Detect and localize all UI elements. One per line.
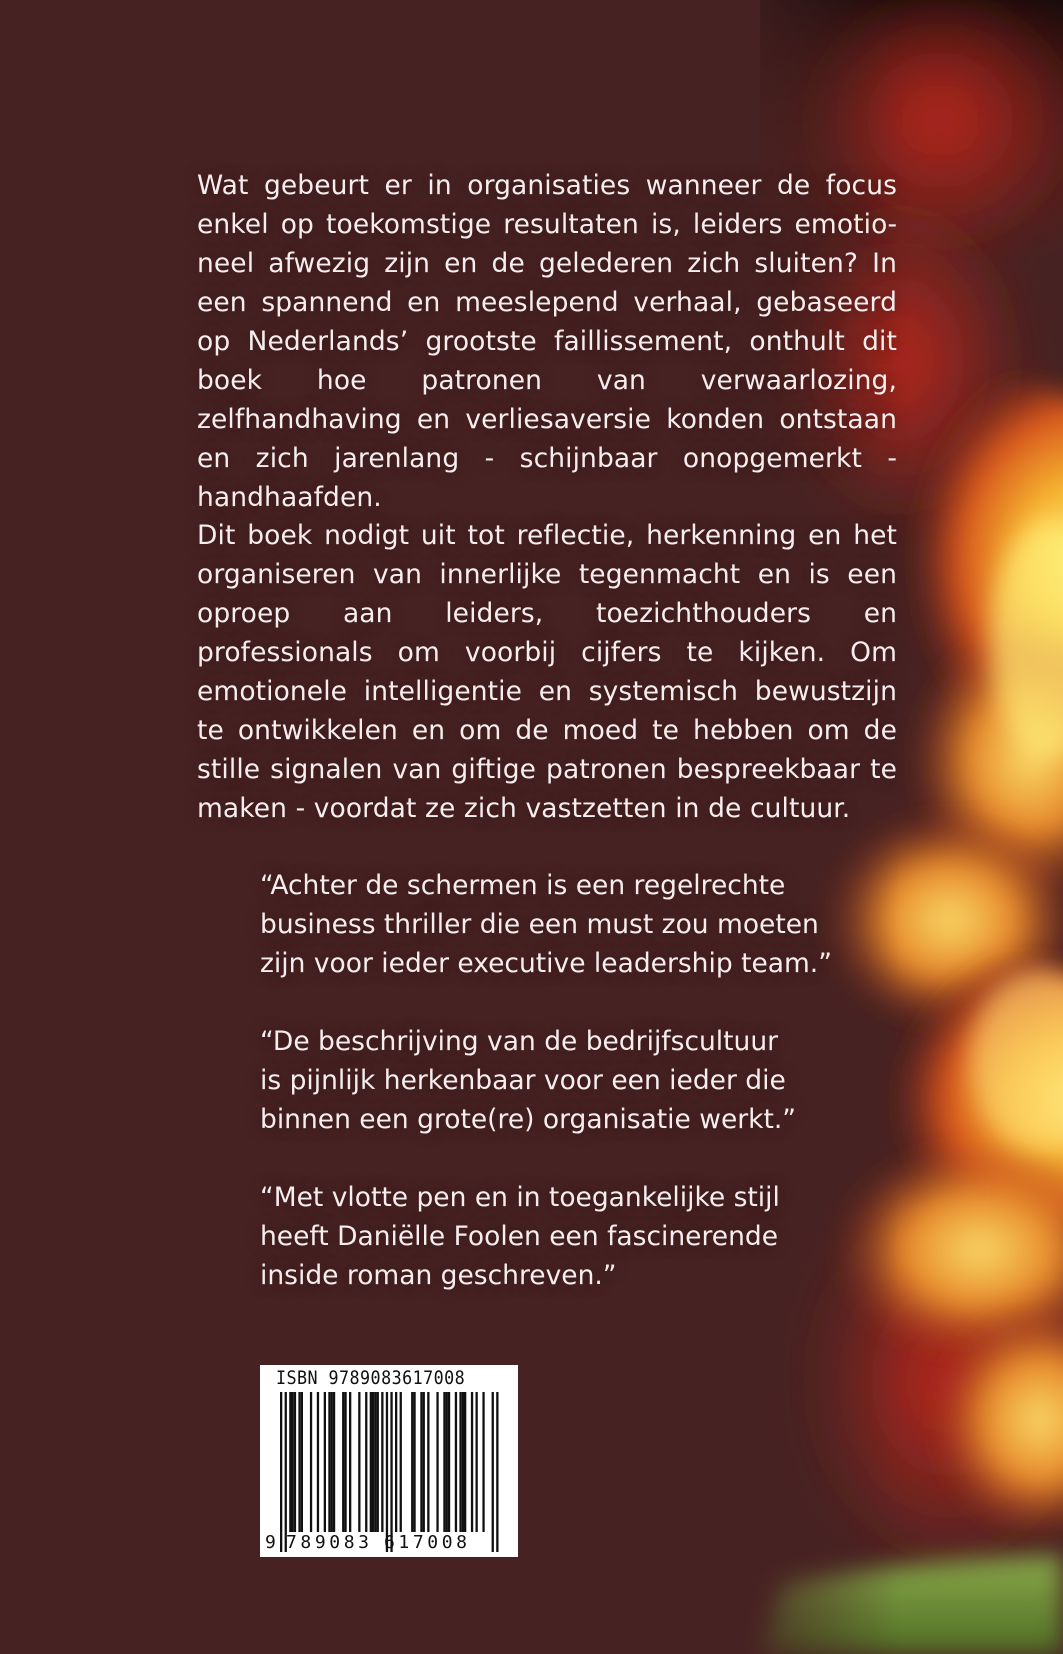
blurb-paragraph-2: Dit boek nodigt uit tot reflectie, herkenning en het organiseren van innerlijke tegenmacht en is een oproep aan leiders, toezichthouders en professionals om voorbij cijfers te kijken. Om emotionele intelligentie en systemisch bewustzijn te ontwikkelen en om de moed te hebben om de stille signalen van giftige patronen bespreekbaar te maken - voordat ze zich vastzetten in de cultuur.: [197, 520, 897, 824]
barcode-bar: [377, 1392, 379, 1532]
barcode-bars: [260, 1365, 518, 1557]
barcode-bar: [386, 1392, 388, 1552]
barcode-digits-right: 617008: [384, 1532, 471, 1553]
barcode-bar: [280, 1392, 282, 1552]
barcode-bar: [476, 1392, 478, 1532]
barcode-bar: [349, 1392, 351, 1532]
barcode-bar: [413, 1392, 415, 1532]
isbn-barcode: [260, 1365, 518, 1557]
barcode-bar: [411, 1392, 413, 1532]
barcode-bar: [423, 1392, 425, 1532]
barcode-bar: [381, 1392, 383, 1532]
isbn-label: ISBN 9789083617008: [276, 1367, 466, 1389]
review-quote-3: “Met vlotte pen en in toegankelijke stijl heeft Daniëlle Foolen een fascinerende inside roman geschreven.”: [260, 1182, 780, 1291]
barcode-bar: [358, 1392, 360, 1532]
barcode-bar: [333, 1392, 335, 1532]
barcode-bar: [310, 1392, 312, 1532]
barcode-bar: [427, 1392, 429, 1532]
barcode-bar: [471, 1392, 473, 1532]
barcode-bar: [443, 1392, 445, 1532]
barcode-bar: [301, 1392, 303, 1532]
barcode-bar: [370, 1392, 372, 1532]
barcode-bar: [289, 1392, 291, 1532]
barcode-bar: [298, 1392, 300, 1532]
barcode-digits-left: 789083: [286, 1532, 373, 1553]
barcode-bar: [492, 1392, 494, 1552]
barcode-bar: [342, 1392, 344, 1532]
barcode-bar: [294, 1392, 296, 1532]
barcode-bar: [365, 1392, 367, 1532]
blurb-paragraph-1: Wat gebeurt er in organisaties wanneer de focus enkel op toekomstige resultaten is, leiders emotioneel afwezig zijn en de gelederen zich sluiten? In een spannend en meeslepend verhaal, gebaseerd op Nederlands’ grootste faillissement, onthult dit boek hoe patronen van verwaarlozing, zelfhandhaving en verliesaversie konden ontstaan en zich jarenlang - schijnbaar onopgemerkt - handhaafden.: [197, 170, 897, 513]
barcode-bar: [446, 1392, 448, 1532]
barcode-bar: [317, 1392, 319, 1532]
barcode-digit-lead: 9: [265, 1532, 280, 1553]
barcode-bar: [464, 1392, 466, 1532]
barcode-bar: [400, 1392, 402, 1532]
barcode-bar: [324, 1392, 326, 1532]
barcode-bar: [462, 1392, 464, 1532]
barcode-bar: [285, 1392, 287, 1552]
barcode-bar: [390, 1392, 392, 1552]
barcode-bar: [374, 1392, 376, 1532]
barcode-bar: [331, 1392, 333, 1532]
barcode-bar: [448, 1392, 450, 1532]
barcode-bar: [420, 1392, 422, 1532]
review-quote-1: “Achter de schermen is een regelrechte business thriller die een must zou moeten zijn voor ieder executive leadership team.”: [260, 870, 832, 979]
barcode-bar: [344, 1392, 346, 1532]
barcode-bar: [372, 1392, 374, 1532]
barcode-bar: [496, 1392, 498, 1552]
review-quote-2: “De beschrijving van de bedrijfscultuur is pijnlijk herkenbaar voor een ieder die binnen een grote(re) organisatie werkt.”: [260, 1026, 797, 1135]
barcode-bar: [482, 1392, 484, 1532]
barcode-bar: [455, 1392, 457, 1532]
barcode-bar: [459, 1392, 461, 1532]
barcode-bar: [328, 1392, 330, 1532]
barcode-bar: [395, 1392, 397, 1532]
barcode-bar: [292, 1392, 294, 1532]
barcode-bar: [436, 1392, 438, 1532]
